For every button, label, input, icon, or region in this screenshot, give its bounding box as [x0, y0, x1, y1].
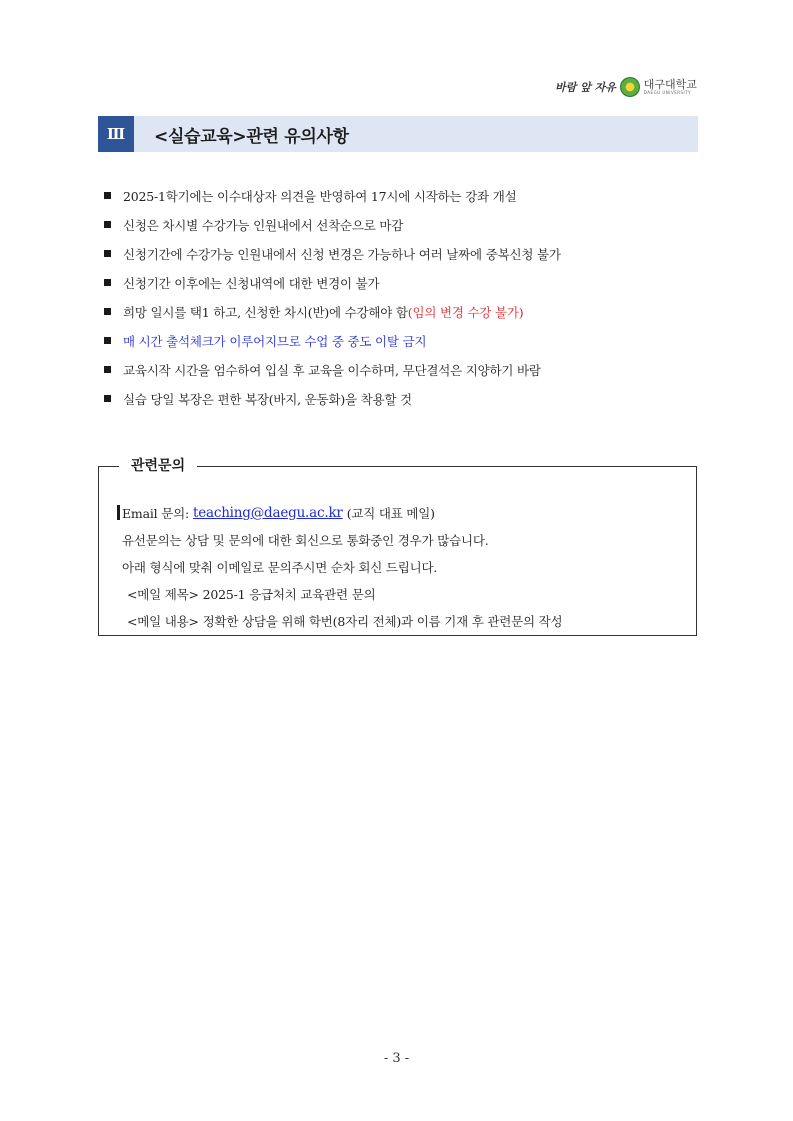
square-bullet-icon [104, 308, 111, 315]
page-number: - 3 - [383, 1051, 410, 1066]
email-link[interactable]: teaching@daegu.ac.kr [192, 504, 343, 521]
contact-line-format: 아래 형식에 맞춰 이메일로 문의주시면 순차 회신 드립니다. [122, 559, 438, 575]
bar-marker-icon [117, 505, 120, 520]
list-item [104, 326, 704, 355]
logo-slogan: 바람 앞 자유 [555, 81, 616, 94]
university-name-kr: 대구대학교 [643, 78, 697, 91]
list-item [104, 239, 704, 268]
square-bullet-icon [104, 279, 111, 286]
contact-line-phone: 유선문의는 상담 및 문의에 대한 회신으로 통화중인 경우가 많습니다. [122, 532, 489, 548]
list-item [104, 384, 704, 413]
email-label: Email 문의: [122, 505, 189, 521]
square-bullet-icon [104, 221, 111, 228]
warning-text: (임의 변경 수강 불가) [407, 304, 524, 320]
contact-line-body: <메일 내용> 정확한 상담을 위해 학번(8자리 전체)과 이름 기재 후 관련문의 작성 [127, 613, 563, 629]
contact-legend: 관련문의 [119, 455, 197, 475]
square-bullet-icon [104, 192, 111, 199]
list-item-text: 희망 일시를 택1 하고, 신청한 차시(반)에 수강해야 함 [123, 304, 408, 320]
list-item [104, 268, 704, 297]
list-item-text: 신청은 차시별 수강가능 인원내에서 선착순으로 마감 [123, 217, 404, 233]
square-bullet-icon [104, 366, 111, 373]
list-item [104, 210, 704, 239]
email-line [117, 499, 688, 526]
list-item [104, 355, 704, 384]
contact-line-subject: <메일 제목> 2025-1 응급처치 교육관련 문의 [127, 586, 376, 602]
notice-list [104, 181, 704, 413]
university-name [644, 79, 697, 95]
email-note: (교직 대표 메일) [346, 505, 435, 521]
list-item [104, 297, 704, 326]
university-emblem-icon [620, 77, 640, 97]
square-bullet-icon [104, 395, 111, 402]
section-header [98, 116, 698, 152]
list-item-text: 교육시작 시간을 엄수하여 입실 후 교육을 이수하며, 무단결석은 지양하기 바람 [123, 362, 541, 378]
list-item-text: 2025-1학기에는 이수대상자 의견을 반영하여 17시에 시작하는 강좌 개설 [123, 188, 517, 204]
list-item-text: 신청기간에 수강가능 인원내에서 신청 변경은 가능하나 여러 날짜에 중복신청 불가 [123, 246, 561, 262]
contact-box [98, 458, 697, 636]
section-number: Ⅲ [98, 116, 134, 152]
section-title: <실습교육>관련 유의사항 [154, 126, 349, 147]
list-item [104, 181, 704, 210]
list-item-text: 신청기간 이후에는 신청내역에 대한 변경이 불가 [123, 275, 380, 291]
square-bullet-icon [104, 337, 111, 344]
list-item-text: 매 시간 출석체크가 이루어지므로 수업 중 중도 이탈 금지 [123, 333, 427, 349]
list-item-text: 실습 당일 복장은 편한 복장(바지, 운동화)을 착용할 것 [123, 391, 412, 407]
university-logo [555, 74, 705, 100]
square-bullet-icon [104, 250, 111, 257]
university-name-en: DAEGU UNIVERSITY [643, 90, 692, 95]
